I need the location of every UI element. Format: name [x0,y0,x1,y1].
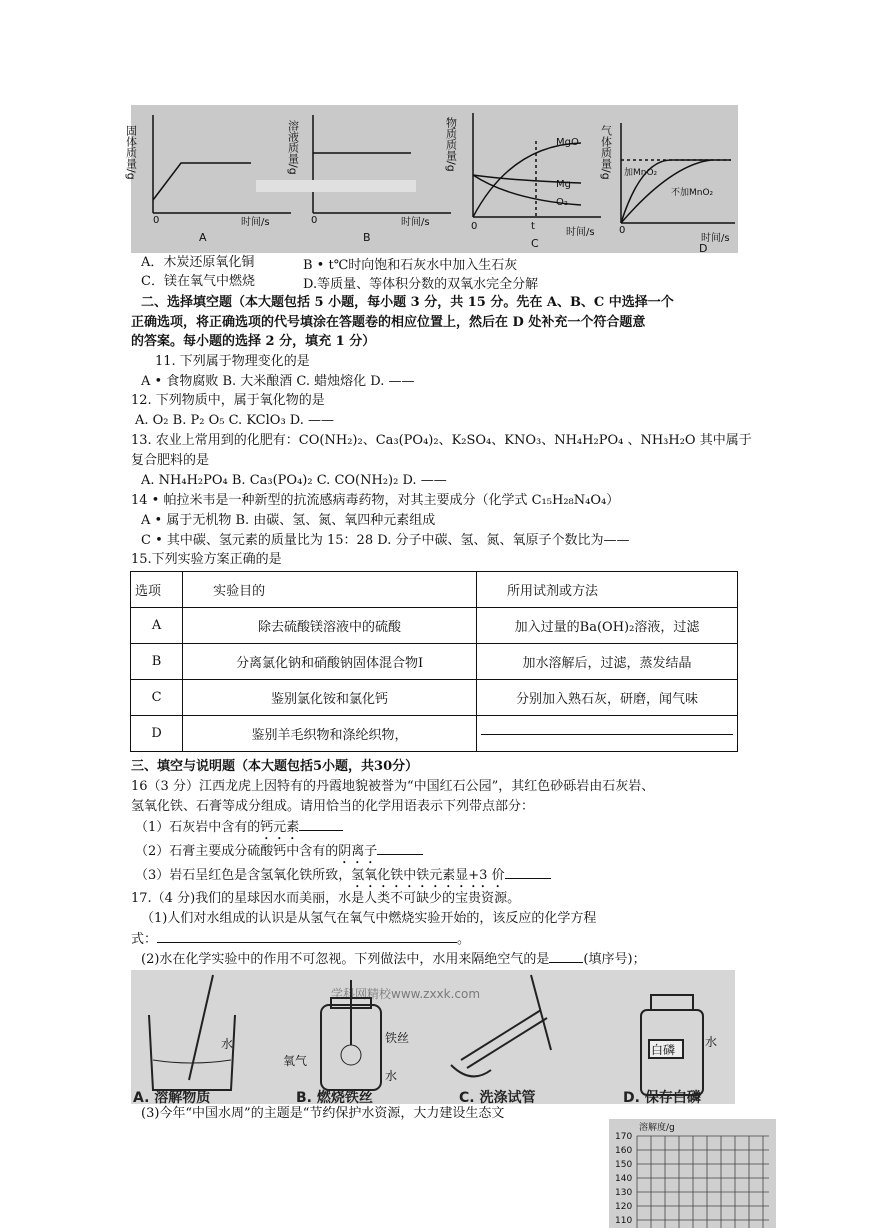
table-row [131,716,738,752]
graph-c-series-o2: O₂ [556,197,568,208]
row-d-method-blank[interactable] [477,716,738,752]
graph-d-ylabel: 气体质量/g [599,125,613,180]
row-a-option: A [131,608,183,644]
caption-b: B. 燃烧铁丝 [296,1090,373,1106]
graph-c-t: t [531,221,535,232]
graph-c-tag: C [531,237,539,250]
q13-stem: 13. 农业上常用到的化肥有：CO(NH₂)₂、Ca₃(PO₄)₂、K₂SO₄、KNO₃、NH₄H₂PO₄ 、NH₃H₂O 其中属于 [131,433,752,448]
q17-part2-text: (2)水在化学实验中的作用不可忽视。下列做法中，水用来隔绝空气的是 [141,952,550,967]
section3-title: 三、填空与说明题（本大题包括5小题，共30分） [131,759,419,774]
solubility-grid-svg [609,1119,776,1228]
q16-part1 [135,818,343,843]
answer-blank[interactable] [377,842,423,855]
section2-instructions-line1: 二、选择填空题（本大题包括 5 小题，每小题 3 分，共 15 分。先在 A、B、C 中选择一个 [141,295,674,310]
q17-stem: 17.（4 分)我们的星球因水而美丽，水是人类不可缺少的宝贵资源。 [131,891,521,906]
beaker-icon [149,975,235,1090]
graph-b-tag: B [363,231,371,244]
graph-b-origin: 0 [311,215,318,226]
caption-d: D. 保存白磷 [623,1090,701,1106]
tick-150: 150 [615,1160,633,1170]
q12-stem: 12. 下列物质中，属于氧化物的是 [131,393,325,408]
q14-options-ab: A • 属于无机物 B. 由碳、氢、氮、氧四种元素组成 [141,513,436,528]
answer-blank[interactable] [505,866,551,879]
graph-b [313,115,451,213]
table-row [131,644,738,680]
q16-part1-text: （1）石灰岩中含有的 [135,820,261,835]
q13-stem-2: 复合肥料的是 [131,453,210,468]
tick-170: 170 [615,1132,633,1142]
q17-part1: （1)人们对水组成的认识是从氢气在氧气中燃烧实验开始的，该反应的化学方程 [141,911,597,926]
q16-part3 [135,866,551,891]
q17-part1-b [131,930,470,949]
graph-c-series-mg: Mg [556,179,571,190]
graph-c [473,113,601,217]
graph-c-series-mgo: MgO [556,137,579,148]
q10-option-c: C．镁在氧气中燃烧 [141,274,255,289]
graphs-svg [124,105,738,255]
graph-a-tag: A [199,231,207,244]
q16-stem-1: 16（3 分）江西龙虎上因特有的丹霞地貌被誉为“中国红石公园”，其红色砂砾岩由石灰岩、 [131,779,655,794]
tick-140: 140 [615,1174,633,1184]
q14-options-cd: C • 其中碳、氢元素的质量比为 15：28 D. 分子中碳、氢、氮、氧原子个数比为—— [141,533,630,548]
graph-c-ylabel: 物质质量/g [444,117,458,172]
bottle-water-label: 水 [705,1035,718,1049]
graphs-image [124,105,738,255]
lab-photo-svg [131,970,735,1104]
q10-option-a: A．木炭还原氧化铜 [141,255,255,270]
table-header-row [131,572,738,608]
q11-options: A • 食物腐败 B. 大米酿酒 C. 蜡烛熔化 D. —— [141,374,415,389]
row-c-option: C [131,680,183,716]
grid-lines [637,1136,769,1228]
answer-blank[interactable] [549,950,583,963]
row-d-option: D [131,716,183,752]
section2-instructions-line3: 的答案。每小题的选择 2 分，填充 1 分） [131,334,376,349]
graph-b-ylabel: 溶液质量/g [286,120,300,175]
section2-instructions-line2: 正确选项，将正确选项的代号填涂在答题卷的相应位置上，然后在 D 处补充一个符合题意 [131,315,646,330]
graph-d-tag: D [699,242,708,255]
graph-d-series-with: 加MnO₂ [624,168,658,178]
graph-b-xlabel: 时间/s [401,217,430,228]
caption-a: A. 溶解物质 [133,1090,211,1106]
graph-c-xlabel: 时间/s [566,227,595,238]
header-option: 选项 [131,572,183,608]
iron-wire-label: 铁丝 [385,1031,410,1045]
row-c-method: 分别加入熟石灰，研磨，闻气味 [477,680,738,716]
answer-blank[interactable] [299,818,343,831]
q17-part3: (3)今年“中国水周”的主题是“节约保护水资源，大力建设生态文 [141,1106,505,1121]
row-c-aim: 鉴别氯化铵和氯化钙 [183,680,477,716]
equation-blank[interactable] [157,930,457,943]
q16-part3-dotted: 氢氧化铁中铁元素显+3 价 [351,868,505,883]
tick-130: 130 [615,1188,633,1198]
oxygen-label: 氧气 [283,1054,308,1068]
q16-part2-text: （2）石膏主要成分硫酸钙中含有的 [135,844,339,859]
row-a-aim: 除去硫酸镁溶液中的硫酸 [183,608,477,644]
graph-c-origin: 0 [471,221,478,232]
row-b-method: 加水溶解后，过滤，蒸发结晶 [477,644,738,680]
blurred-watermark [256,180,416,192]
q16-stem-2: 氢氧化铁、石膏等成分组成。请用恰当的化学用语表示下列带点部分： [131,799,535,814]
q11-stem: 11. 下列属于物理变化的是 [155,354,310,369]
watermark-text: 学科网精校www.zxxk.com [331,987,481,1001]
q16-part2-dotted: 阴离子 [338,844,378,859]
lab-photo [131,970,735,1104]
graph-d-xlabel: 时间/s [701,233,730,244]
q16-part1-dotted: 钙元素 [260,820,300,835]
table-row [131,608,738,644]
q14-stem: 14 • 帕拉米韦是一种新型的抗流感病毒药物，对其主要成分（化学式 C₁₅H₂₈N₄O₄） [131,493,620,508]
q12-options: A. O₂ B. P₂ O₅ C. KClO₃ D. —— [135,413,335,428]
table-row [131,680,738,716]
row-a-method: 加入过量的Ba(OH)₂溶液，过滤 [477,608,738,644]
beaker-water-label: 水 [221,1037,234,1051]
row-d-aim: 鉴别羊毛织物和涤纶织物， [183,716,477,752]
tick-160: 160 [615,1146,633,1156]
graph-a-origin: 0 [153,215,160,226]
solubility-title: 溶解度/g [639,1123,675,1133]
graph-a-ylabel: 固体质量/g [124,125,138,180]
q13-options: A. NH₄H₂PO₄ B. Ca₃(PO₄)₂ C. CO(NH₂)₂ D. —— [141,473,447,488]
tick-120: 120 [615,1202,633,1212]
q10-option-d: D.等质量、等体积分数的双氧水完全分解 [303,277,539,292]
answer-blank-line [481,733,733,735]
q10-option-b: B • t℃时向饱和石灰水中加入生石灰 [303,258,518,273]
graph-a [153,115,291,213]
tick-110: 110 [615,1216,633,1226]
graph-d-origin: 0 [619,225,626,236]
q16-part2 [135,842,423,867]
q15-table [130,571,738,752]
q17-part2-end: (填序号)； [583,952,646,967]
jar-water-label: 水 [385,1069,398,1083]
header-method: 所用试剂或方法 [477,572,738,608]
row-b-option: B [131,644,183,680]
q17-part1-prefix: 式： [131,932,158,947]
graph-d-series-without: 不加MnO₂ [671,188,714,198]
q15-stem: 15.下列实验方案正确的是 [131,552,282,567]
header-aim: 实验目的 [183,572,477,608]
graph-a-xlabel: 时间/s [241,217,270,228]
row-b-aim: 分离氯化钠和硝酸钠固体混合物I [183,644,477,680]
solubility-grid-image [609,1119,776,1228]
q16-part3-text: （3）岩石呈红色是含氢氧化铁所致， [135,868,352,883]
q17-part2 [141,950,646,969]
q17-part1-end: 。 [457,932,471,947]
phosphorus-label: 白磷 [651,1043,676,1057]
caption-c: C. 洗涤试管 [459,1090,536,1106]
